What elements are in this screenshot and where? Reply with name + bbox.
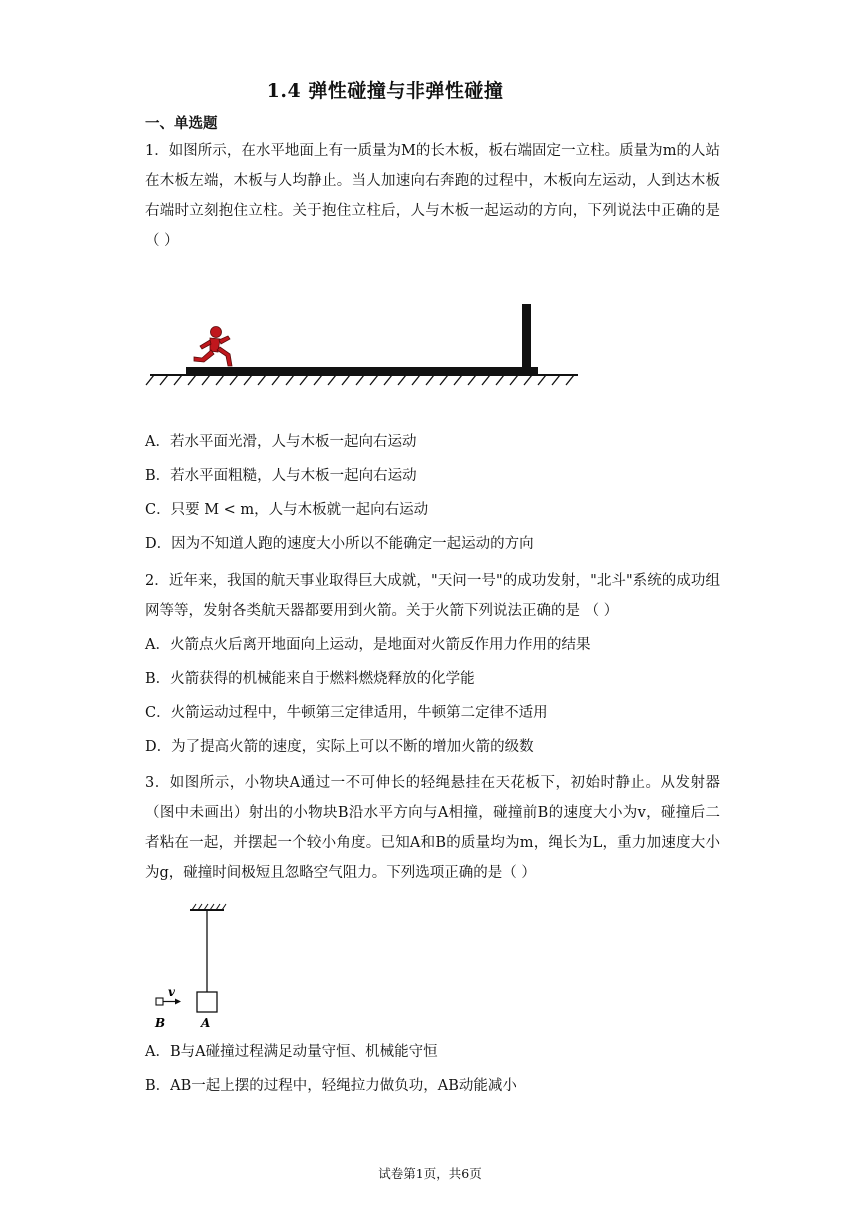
page-footer: 试卷第1页，共6页 bbox=[378, 1166, 482, 1181]
pendulum-collision-figure bbox=[150, 902, 240, 1032]
page-title: 1.4 弹性碰撞与非弹性碰撞 bbox=[266, 80, 504, 102]
arrow-head-icon bbox=[175, 999, 181, 1005]
question-3-option-a: A．B与A碰撞过程满足动量守恒、机械能守恒 bbox=[145, 1044, 438, 1060]
pillar bbox=[522, 304, 531, 376]
block-b bbox=[156, 998, 163, 1005]
board-pillar-figure bbox=[150, 298, 580, 388]
question-1-option-c: C．只要 M < m，人与木板就一起向右运动 bbox=[145, 502, 429, 518]
label-a: A bbox=[201, 1016, 211, 1030]
question-1-option-d: D．因为不知道人跑的速度大小所以不能确定一起运动的方向 bbox=[145, 536, 534, 552]
question-3-option-b: B．AB一起上摆的过程中，轻绳拉力做负功，AB动能减小 bbox=[145, 1078, 517, 1094]
ground-hatching bbox=[146, 375, 574, 385]
label-b: B bbox=[155, 1016, 166, 1030]
question-1-text: 1．如图所示，在水平地面上有一质量为M的长木板，板右端固定一立柱。质量为m的人站在木板左端，木板与人均静止。当人加速向右奔跑的过程中，木板向左运动，人到达木板右端时立刻抱住立柱。关于抱住立柱后，人与木板一起运动的方向，下列说法中正确的是（ ） bbox=[145, 143, 720, 249]
block-a bbox=[197, 992, 217, 1012]
question-1-option-b: B．若水平面粗糙，人与木板一起向右运动 bbox=[145, 468, 417, 484]
question-1-option-a: A．若水平面光滑，人与木板一起向右运动 bbox=[145, 434, 417, 450]
question-2-option-b: B．火箭获得的机械能来自于燃料燃烧释放的化学能 bbox=[145, 671, 475, 687]
question-2-option-d: D．为了提高火箭的速度，实际上可以不断的增加火箭的级数 bbox=[145, 739, 534, 755]
label-v: v bbox=[168, 985, 175, 999]
wooden-board bbox=[186, 367, 538, 374]
question-2-option-c: C．火箭运动过程中，牛顿第三定律适用，牛顿第二定律不适用 bbox=[145, 705, 548, 721]
running-person-icon bbox=[194, 327, 232, 367]
question-3-text: 3．如图所示，小物块A通过一不可伸长的轻绳悬挂在天花板下，初始时静止。从发射器（图中未画出）射出的小物块B沿水平方向与A相撞，碰撞前B的速度大小为v，碰撞后二者粘在一起，并摆起一个较小角度。已知A和B的质量均为m，绳长为L，重力加速度大小为g，碰撞时间极短且忽略空气阻力。下列选项正确的是（ ） bbox=[145, 775, 720, 881]
question-2-option-a: A．火箭点火后离开地面向上运动，是地面对火箭反作用力作用的结果 bbox=[145, 637, 591, 653]
question-2-text: 2．近年来，我国的航天事业取得巨大成就，"天问一号"的成功发射，"北斗"系统的成功组网等等，发射各类航天器都要用到火箭。关于火箭下列说法正确的是 （ ） bbox=[145, 573, 720, 619]
section-heading: 一、单选题 bbox=[145, 115, 218, 132]
